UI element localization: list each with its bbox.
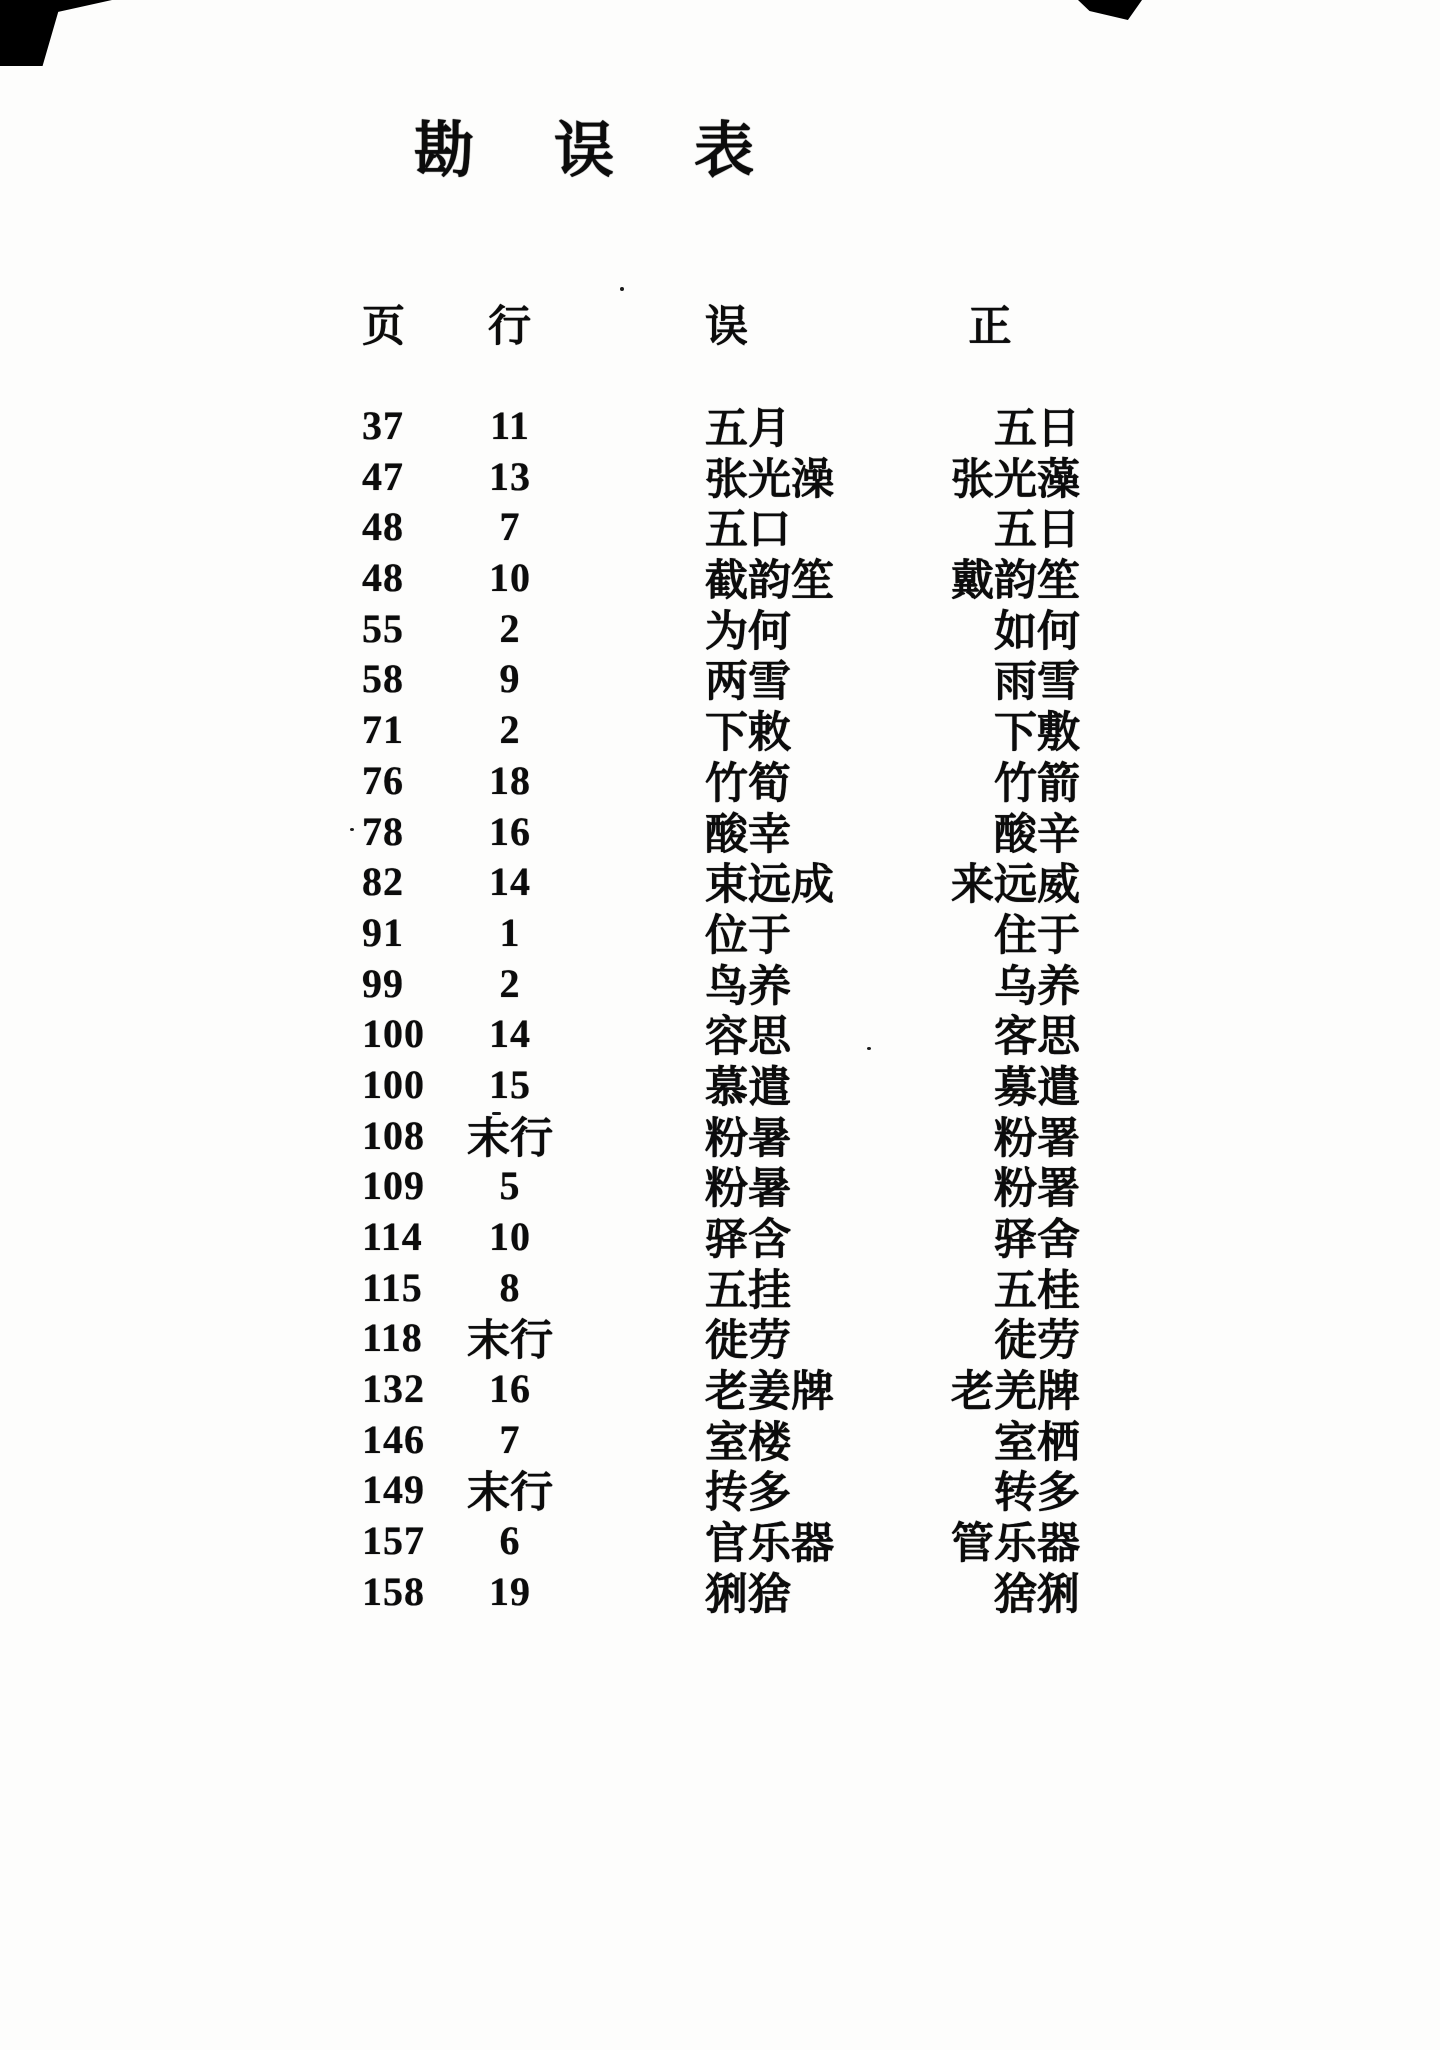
error-cell: 五挂 — [705, 1267, 791, 1315]
page-cell: 100 — [362, 1061, 425, 1107]
table-row — [250, 1409, 1080, 1467]
page-cell: 48 — [362, 555, 404, 601]
error-cell: 竹筍 — [705, 760, 791, 808]
page-title: 勘误表 — [414, 118, 834, 184]
line-cell: 2 — [499, 605, 521, 651]
line-cell: 8 — [499, 1264, 521, 1310]
line-cell: 末行 — [467, 1318, 553, 1366]
correct-cell: 粉署 — [994, 1166, 1080, 1214]
correct-cell: 五日 — [994, 507, 1080, 555]
line-cell: 2 — [499, 707, 521, 753]
error-cell: 五口 — [705, 507, 791, 555]
error-cell: 抟多 — [705, 1470, 791, 1518]
header-page-column: 页 — [362, 304, 406, 351]
error-cell: 官乐器 — [705, 1521, 834, 1569]
scan-speck — [620, 287, 624, 291]
line-cell: 14 — [489, 1011, 531, 1057]
correct-cell: 来远威 — [951, 862, 1080, 910]
correct-cell: 徒劳 — [994, 1318, 1080, 1366]
table-row — [250, 699, 1080, 758]
error-cell: 两雪 — [705, 659, 791, 707]
line-cell: 10 — [489, 555, 531, 601]
table-row — [250, 547, 1080, 606]
error-cell: 张光澡 — [705, 456, 834, 504]
table-row — [250, 902, 1080, 960]
line-cell: 末行 — [467, 1470, 553, 1518]
line-cell: 13 — [489, 453, 531, 499]
table-row — [250, 1257, 1080, 1315]
table-row — [250, 395, 1080, 453]
correct-cell: 张光藻 — [951, 456, 1080, 504]
error-cell: 慕遣 — [705, 1064, 791, 1112]
line-cell: 5 — [499, 1163, 521, 1209]
error-cell: 位于 — [705, 912, 791, 960]
correct-cell: 如何 — [994, 608, 1080, 656]
error-cell: 室楼 — [705, 1419, 791, 1467]
scan-artifact-top-right — [1078, 0, 1142, 20]
correct-cell: 老羌牌 — [951, 1369, 1080, 1417]
correct-cell: 驿舍 — [994, 1217, 1080, 1264]
line-cell: 15 — [489, 1061, 531, 1107]
table-row — [250, 1358, 1080, 1417]
correct-cell: 酸辛 — [994, 811, 1080, 859]
table-row — [250, 801, 1080, 859]
page-cell: 149 — [362, 1467, 425, 1513]
line-cell: 16 — [489, 808, 531, 854]
line-cell: 10 — [489, 1214, 531, 1259]
header-error-column: 误 — [705, 304, 748, 351]
error-cell: 容思 — [705, 1014, 791, 1062]
correct-cell: 粉署 — [994, 1115, 1080, 1163]
page-cell: 55 — [362, 605, 404, 651]
table-row — [250, 1155, 1080, 1214]
page-cell: 47 — [362, 453, 404, 499]
page-cell: 108 — [362, 1112, 425, 1158]
line-cell: 9 — [499, 656, 521, 702]
line-cell: 14 — [489, 859, 531, 905]
scan-artifact-top-left — [0, 0, 112, 66]
error-cell: 驿含 — [705, 1217, 791, 1264]
error-cell: 老姜牌 — [705, 1369, 834, 1417]
header-correct-column: 正 — [968, 304, 1012, 351]
correct-cell: 五日 — [994, 406, 1080, 453]
table-row — [250, 851, 1080, 910]
error-cell: 为何 — [705, 608, 791, 656]
page-cell: 82 — [362, 859, 404, 905]
correct-cell: 募遣 — [994, 1064, 1080, 1112]
correct-cell: 雨雪 — [994, 659, 1080, 707]
line-cell: 6 — [499, 1518, 521, 1564]
table-row — [250, 953, 1080, 1011]
page-cell: 71 — [362, 707, 404, 753]
correct-cell: 转多 — [994, 1470, 1080, 1518]
correct-cell: 管乐器 — [951, 1521, 1080, 1569]
error-cell: 酸幸 — [705, 811, 791, 859]
correct-cell: 五桂 — [994, 1267, 1080, 1315]
line-cell: 2 — [499, 960, 521, 1006]
error-cell: 五月 — [705, 406, 791, 453]
page-cell: 118 — [362, 1315, 423, 1361]
page-cell: 37 — [362, 403, 404, 448]
table-row — [250, 598, 1080, 656]
line-cell: 19 — [489, 1568, 531, 1614]
table-row — [250, 750, 1080, 808]
line-cell: 末行 — [467, 1115, 553, 1163]
correct-cell: 竹箭 — [994, 760, 1080, 808]
error-cell: 鸟养 — [705, 963, 791, 1011]
correct-cell: 室栖 — [994, 1419, 1080, 1467]
page-cell: 157 — [362, 1518, 425, 1564]
errata-rows — [250, 395, 1080, 1619]
page-cell: 58 — [362, 656, 404, 702]
page-cell: 132 — [362, 1366, 425, 1412]
table-row — [250, 1105, 1080, 1163]
line-cell: 18 — [489, 757, 531, 803]
line-cell: 1 — [499, 909, 521, 955]
table-row — [250, 496, 1080, 555]
error-cell: 粉暑 — [705, 1115, 791, 1163]
page-cell: 91 — [362, 909, 404, 955]
page-cell: 114 — [362, 1214, 423, 1259]
page-cell: 99 — [362, 960, 404, 1006]
correct-cell: 住于 — [994, 912, 1080, 960]
correct-cell: 客思 — [994, 1014, 1080, 1062]
correct-cell: 下敷 — [994, 710, 1080, 758]
table-row — [250, 648, 1080, 707]
page-cell: 158 — [362, 1568, 425, 1614]
table-row — [250, 1561, 1080, 1619]
line-cell: 7 — [499, 1416, 521, 1462]
table-row — [250, 1459, 1080, 1518]
page-cell: 48 — [362, 504, 404, 550]
header-line-column: 行 — [488, 304, 532, 351]
page-cell: 78 — [362, 808, 404, 854]
errata-header-row — [250, 293, 1080, 351]
page-cell: 146 — [362, 1416, 425, 1462]
correct-cell: 猞猁 — [994, 1571, 1080, 1619]
line-cell: 16 — [489, 1366, 531, 1412]
table-row — [250, 1206, 1080, 1264]
table-row — [250, 446, 1080, 504]
line-cell: 7 — [499, 504, 521, 550]
table-row — [250, 1003, 1080, 1062]
error-cell: 徙劳 — [705, 1318, 791, 1366]
error-cell: 束远成 — [705, 862, 834, 910]
table-row — [250, 1510, 1080, 1569]
table-row — [250, 1054, 1080, 1112]
page-cell: 76 — [362, 757, 404, 803]
correct-cell: 乌养 — [994, 963, 1080, 1011]
error-cell: 截韵笙 — [705, 558, 834, 606]
error-cell: 猁猞 — [705, 1571, 791, 1619]
error-cell: 下敕 — [705, 710, 791, 758]
errata-table — [250, 293, 1080, 1619]
page-cell: 109 — [362, 1163, 425, 1209]
correct-cell: 戴韵笙 — [951, 558, 1080, 606]
page-cell: 100 — [362, 1011, 425, 1057]
page-cell: 115 — [362, 1264, 423, 1310]
error-cell: 粉暑 — [705, 1166, 791, 1214]
table-row — [250, 1307, 1080, 1366]
line-cell: 11 — [490, 403, 530, 448]
